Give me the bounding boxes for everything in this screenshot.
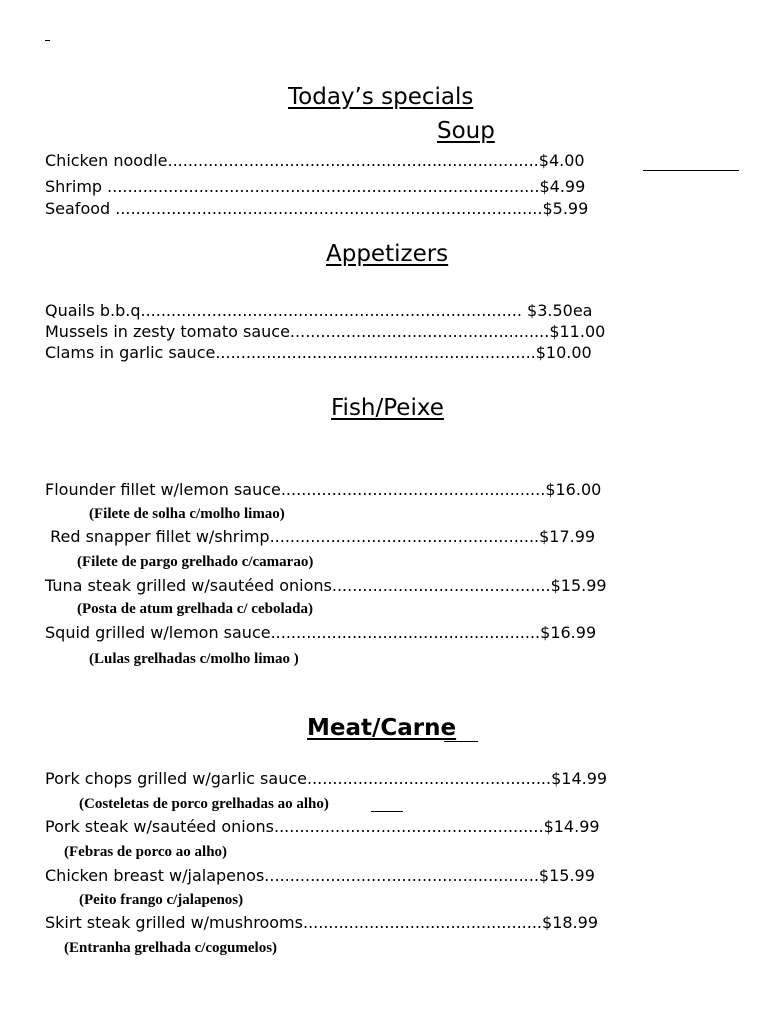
section-heading-appetizers: Appetizers — [326, 241, 449, 267]
item-translation: (Entranha grelhada c/cogumelos) — [64, 940, 278, 956]
item-translation: (Filete de solha c/molho limao) — [89, 506, 285, 522]
item-translation: (Lulas grelhadas c/molho limao ) — [89, 651, 299, 667]
menu-item: Clams in garlic sauce...............................................................$10.00 — [45, 343, 592, 362]
menu-item: Chicken noodle.........................................................................$4.00 — [45, 151, 585, 170]
menu-item: Mussels in zesty tomato sauce...................................................$11.00 — [45, 322, 606, 341]
section-heading-meat: Meat/Carne — [307, 715, 457, 741]
item-translation: (Costeletas de porco grelhadas ao alho) — [79, 796, 329, 812]
menu-item: Squid grilled w/lemon sauce.....................................................$16.99 — [45, 623, 597, 642]
underline-rule — [643, 170, 739, 171]
item-translation: (Posta de atum grelhada c/ cebolada) — [77, 601, 313, 617]
menu-item: Shrimp .....................................................................................$4.99 — [45, 177, 586, 196]
menu-item: Tuna steak grilled w/sautéed onions...........................................$15.99 — [45, 576, 607, 595]
menu-item: Pork chops grilled w/garlic sauce................................................$14.99 — [45, 769, 608, 788]
menu-item: Seafood ....................................................................................$5.99 — [45, 199, 589, 218]
item-translation: (Peito frango c/jalapenos) — [79, 892, 244, 908]
item-translation: (Filete de pargo grelhado c/camarao) — [77, 554, 314, 570]
section-heading-fish: Fish/Peixe — [331, 395, 444, 421]
menu-item: Chicken breast w/jalapenos......................................................$15.99 — [45, 866, 595, 885]
menu-item: Pork steak w/sautéed onions.....................................................$14.99 — [45, 817, 600, 836]
underline-rule — [371, 811, 403, 812]
page-title: Today’s specials — [288, 84, 474, 110]
section-heading-soup: Soup — [437, 118, 495, 144]
underline-rule — [444, 741, 478, 742]
menu-item: Red snapper fillet w/shrimp.....................................................$17.99 — [45, 527, 596, 546]
menu-item: Quails b.b.q........................................................................... $3.50ea — [45, 301, 593, 320]
corner-mark — [45, 40, 50, 41]
menu-item: Skirt steak grilled w/mushrooms...............................................$18.99 — [45, 913, 598, 932]
menu-item: Flounder fillet w/lemon sauce....................................................$16.00 — [45, 480, 602, 499]
item-translation: (Febras de porco ao alho) — [64, 844, 228, 860]
